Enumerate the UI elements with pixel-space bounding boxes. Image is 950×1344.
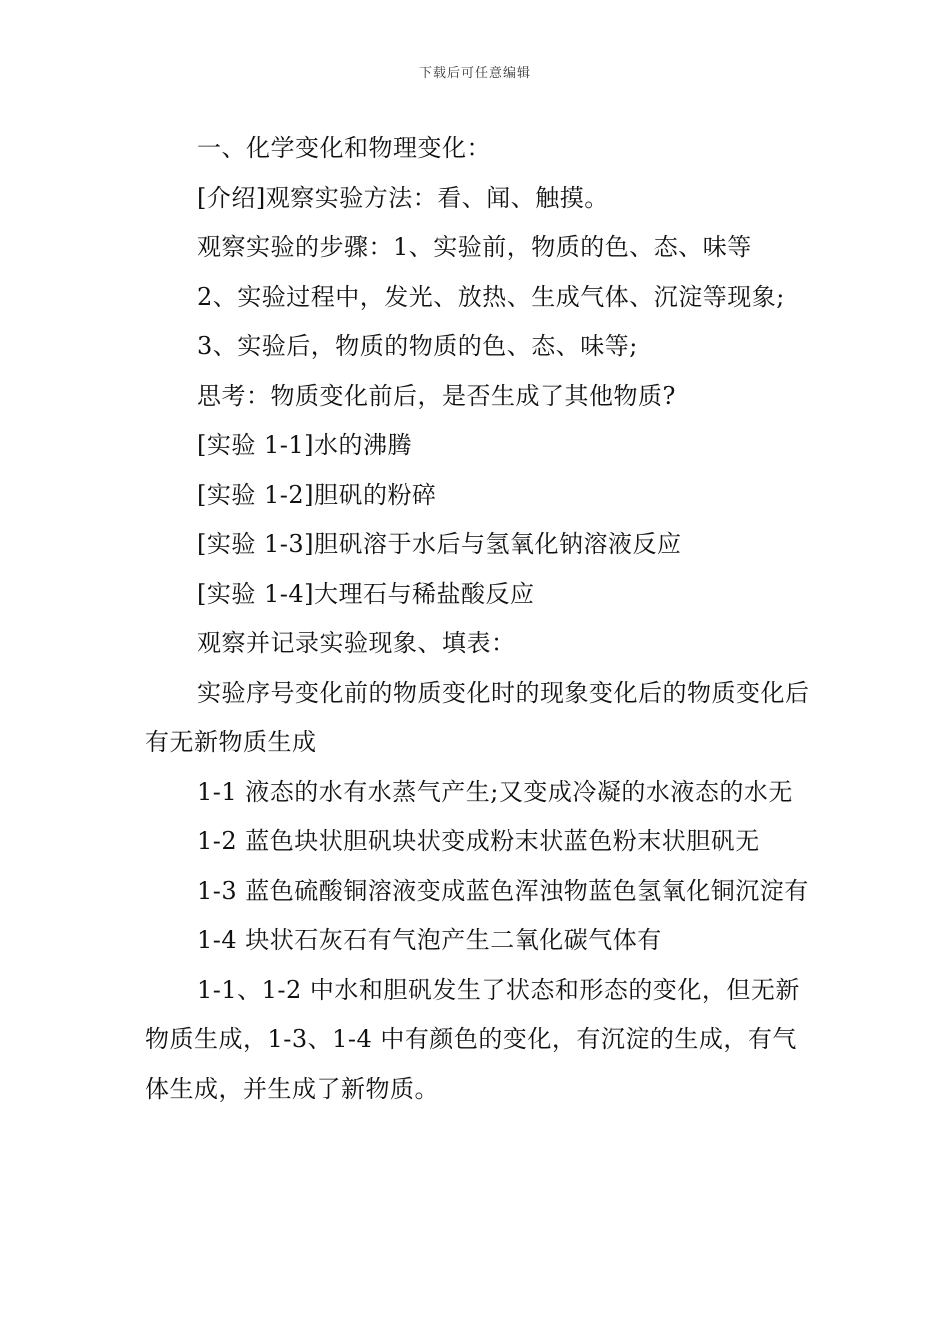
paragraph-step-2: 2、实验过程中，发光、放热、生成气体、沉淀等现象; [197,282,785,311]
table-header-text: 实验序号变化前的物质变化时的现象变化后的物质变化后有无新物质生成 [145,678,810,756]
experiment-1-2: [实验 1-2]胆矾的粉碎 [197,480,437,509]
document-body [145,124,810,1114]
paragraph-step-3: 3、实验后，物质的物质的色、态、味等; [197,332,638,360]
experiment-1-1: [实验 1-1]水的沸腾 [197,431,413,459]
paragraph-intro-methods: [介绍]观察实验方法：看、闻、触摸。 [197,183,609,212]
section-heading: 一、化学变化和物理变化： [197,134,491,162]
paragraph-record-instruction: 观察并记录实验现象、填表： [197,629,516,657]
table-row-1-4: 1-4 块状石灰石有气泡产生二氧化碳气体有 [197,926,662,954]
paragraph-conclusion: 1-1、1-2 中水和胆矾发生了状态和形态的变化，但无新物质生成，1-3、1-4 中有颜色的变化，有沉淀的生成，有气体生成，并生成了新物质。 [145,975,800,1103]
experiment-1-4: [实验 1-4]大理石与稀盐酸反应 [197,579,535,608]
paragraph-steps: 观察实验的步骤：1、实验前，物质的色、态、味等 [197,233,752,261]
table-row-1-1: 1-1 液态的水有水蒸气产生;又变成冷凝的水液态的水无 [197,777,793,806]
table-row-1-3: 1-3 蓝色硫酸铜溶液变成蓝色浑浊物蓝色氢氧化铜沉淀有 [197,876,809,905]
table-row-1-2: 1-2 蓝色块状胆矾块状变成粉末状蓝色粉末状胆矾无 [197,827,760,855]
page-header: 下载后可任意编辑 [418,66,531,81]
paragraph-question: 思考：物质变化前后，是否生成了其他物质? [197,381,676,410]
experiment-1-3: [实验 1-3]胆矾溶于水后与氢氧化钠溶液反应 [197,530,682,558]
